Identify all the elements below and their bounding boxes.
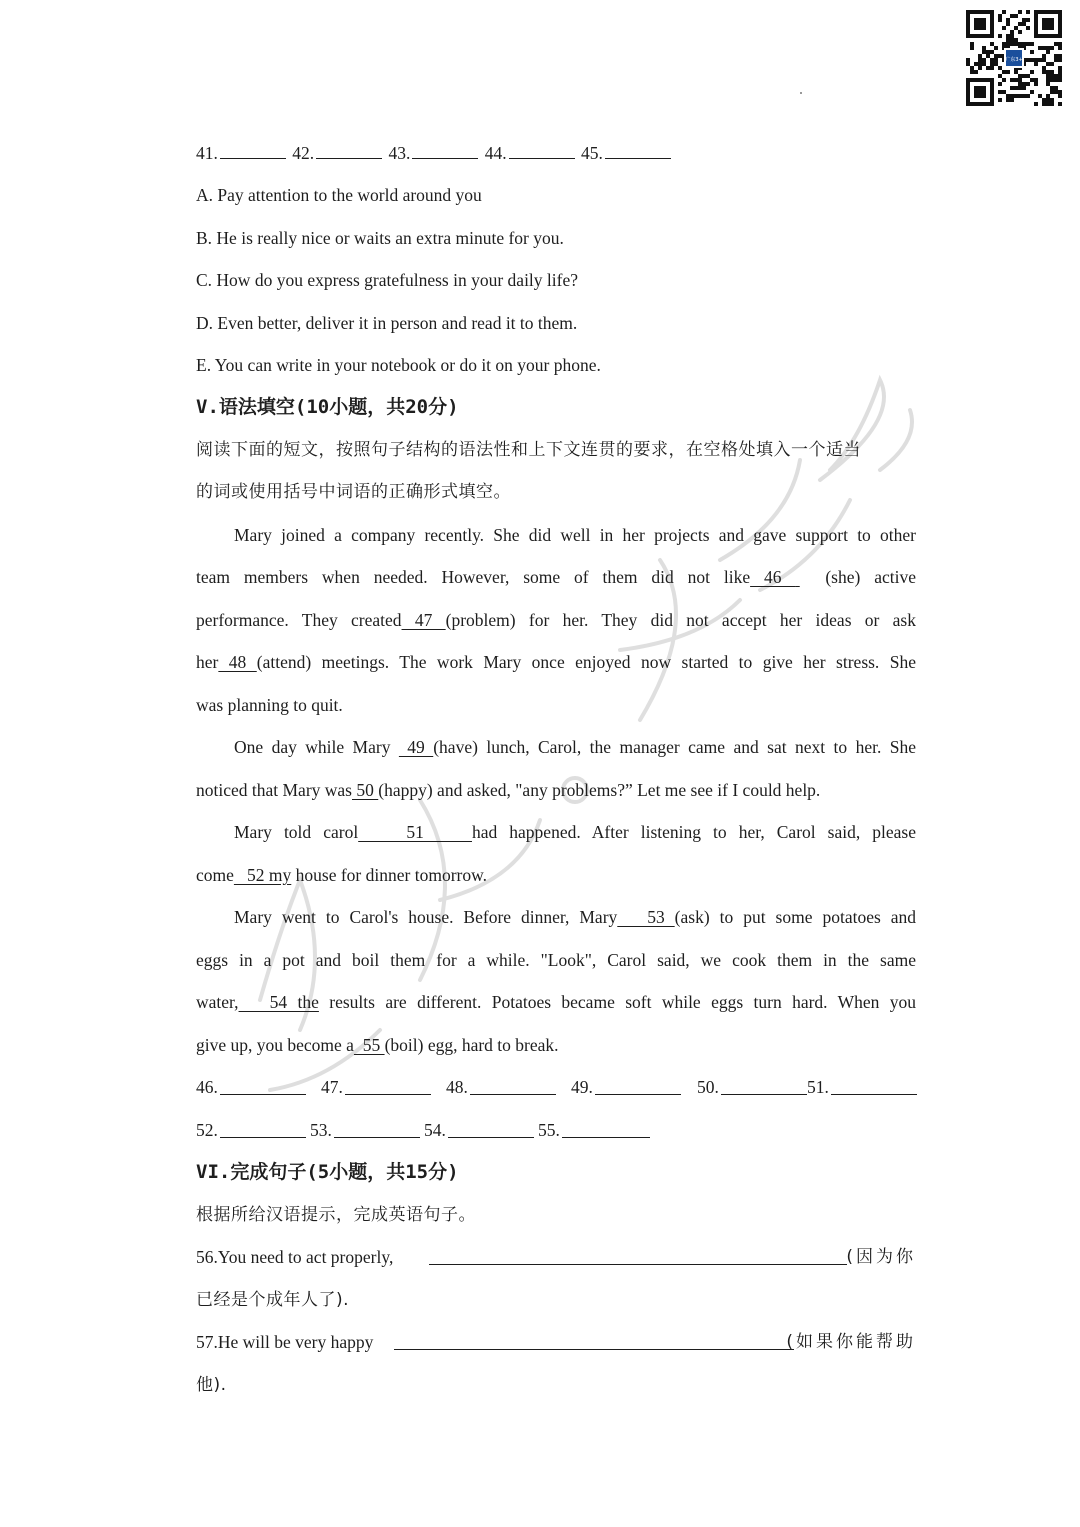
answer-blank-54[interactable] (448, 1120, 534, 1138)
option-e: E. You can write in your notebook or do it on your phone. (196, 355, 601, 375)
section-6-instructions: 根据所给汉语提示，完成英语句子。 (196, 1205, 476, 1225)
blank-51[interactable]: 51 (358, 822, 472, 842)
question-56 (196, 1245, 916, 1269)
blank-52[interactable]: 52 my (233, 865, 292, 885)
answer-label-48: 48. (446, 1077, 468, 1097)
section-6-heading: VI.完成句子(5小题，共15分) (196, 1161, 459, 1183)
passage-line-8 (196, 820, 916, 844)
blank-55[interactable]: 55 (353, 1035, 385, 1055)
passage-text: (she) active (825, 567, 916, 587)
blank-53[interactable]: 53 (617, 907, 675, 927)
blank-46[interactable]: 46 (750, 567, 796, 587)
passage-text: Mary went to Carol's house. Before dinner, Mary (234, 907, 618, 927)
answer-label-54: 54. (424, 1120, 446, 1140)
question-56-hint-cont: 已经是个成年人了). (196, 1290, 350, 1310)
answer-label-46: 46. (196, 1077, 218, 1097)
question-57-hint: (如果你能帮助 (786, 1332, 916, 1352)
section-5-instructions-1: 阅读下面的短文，按照句子结构的语法性和上下文连贯的要求，在空格处填入一个适当 (196, 440, 861, 460)
answer-label-50: 50. (697, 1077, 719, 1097)
answer-blank-48[interactable] (470, 1077, 556, 1095)
answer-label-41: 41. (196, 143, 218, 163)
passage-text: (happy) and asked, "any problems?” Let me see if I could help. (378, 780, 821, 800)
passage-text: results are different. Potatoes became soft while eggs turn hard. When you (318, 992, 916, 1012)
passage-text: house for dinner tomorrow. (291, 865, 487, 885)
answer-label-44: 44. (484, 143, 507, 163)
blank-46-tail (795, 565, 825, 589)
passage-line-10 (196, 905, 916, 929)
passage-text: performance. They created (196, 610, 402, 630)
passage-text: Mary told carol (234, 822, 359, 842)
passage-text: team members when needed. However, some of them did not like (196, 567, 751, 587)
option-d: D. Even better, deliver it in person and read it to them. (196, 313, 578, 333)
passage-text: (attend) meetings. The work Mary once enjoyed now started to give her stress. She (256, 652, 916, 672)
passage-text: (have) lunch, Carol, the manager came and sat next to her. She (433, 737, 917, 757)
passage-line-3 (196, 608, 916, 632)
answer-label-45: 45. (581, 143, 603, 163)
passage-text: noticed that Mary was (196, 780, 352, 800)
passage-line-11: eggs in a pot and boil them for a while. "Look", Carol said, we cook them in the same (196, 950, 916, 970)
question-57 (196, 1330, 916, 1354)
passage-text: water, (196, 992, 239, 1012)
answer-blank-41[interactable] (220, 141, 286, 159)
option-b: B. He is really nice or waits an extra minute for you. (196, 228, 564, 248)
passage-text: her (196, 652, 219, 672)
passage-line-12 (196, 990, 916, 1014)
passage-line-9 (196, 863, 916, 887)
blank-54[interactable]: 54 the (238, 992, 319, 1012)
answer-label-49: 49. (571, 1077, 593, 1097)
answer-blank-55[interactable] (562, 1120, 650, 1138)
passage-line-13 (196, 1033, 916, 1057)
answer-blank-49[interactable] (595, 1077, 681, 1095)
answer-row-41-45 (196, 141, 916, 165)
answer-blank-52[interactable] (220, 1120, 306, 1138)
option-a: A. Pay attention to the world around you (196, 185, 482, 205)
passage-line-6 (196, 735, 916, 759)
answer-blank-47[interactable] (345, 1077, 431, 1095)
page-mark-dot (800, 92, 802, 94)
answer-blank-53[interactable] (334, 1120, 420, 1138)
question-56-blank[interactable] (429, 1247, 847, 1265)
passage-line-5: was planning to quit. (196, 695, 343, 715)
blank-48[interactable]: 48 (218, 652, 257, 672)
question-57-hint-cont: 他). (196, 1375, 227, 1395)
question-56-text: 56.You need to act properly, (196, 1247, 394, 1267)
answer-label-42: 42. (292, 143, 315, 163)
passage-line-7 (196, 778, 916, 802)
answer-blank-42[interactable] (316, 141, 382, 159)
option-c: C. How do you express gratefulness in your daily life? (196, 270, 579, 290)
answer-blank-43[interactable] (412, 141, 478, 159)
passage-text: come (196, 865, 234, 885)
answer-label-53: 53. (310, 1120, 332, 1140)
qr-center-label: 广东3+ (1005, 57, 1023, 63)
answer-blank-51[interactable] (831, 1077, 917, 1095)
answer-blank-44[interactable] (509, 141, 575, 159)
passage-text: (boil) egg, hard to break. (384, 1035, 559, 1055)
passage-line-4 (196, 650, 916, 674)
answer-blank-45[interactable] (605, 141, 671, 159)
passage-text: had happened. After listening to her, Carol said, please (471, 822, 917, 842)
question-57-blank[interactable] (394, 1332, 794, 1350)
question-56-hint: (因为你 (846, 1247, 916, 1267)
answer-label-51: 51. (807, 1077, 829, 1097)
passage-line-2 (196, 565, 916, 589)
question-57-text: 57.He will be very happy (196, 1332, 374, 1352)
section-5-heading: V.语法填空(10小题，共20分) (196, 396, 459, 418)
answer-label-52: 52. (196, 1120, 218, 1140)
answer-label-55: 55. (538, 1120, 560, 1140)
answer-blank-50[interactable] (721, 1077, 807, 1095)
passage-line-1: Mary joined a company recently. She did well in her projects and gave support to other (234, 525, 916, 545)
passage-text: give up, you become a (196, 1035, 354, 1055)
blank-49[interactable]: 49 (398, 737, 434, 757)
answer-label-47: 47. (321, 1077, 343, 1097)
answer-blank-46[interactable] (220, 1077, 306, 1095)
passage-text: (problem) for her. They did not accept her ideas or ask (445, 610, 916, 630)
blank-50[interactable]: 50 (352, 780, 379, 800)
blank-47[interactable]: 47 (401, 610, 446, 630)
passage-text: (ask) to put some potatoes and (674, 907, 917, 927)
answer-label-43: 43. (388, 143, 411, 163)
passage-text: One day while Mary (234, 737, 391, 757)
section-5-instructions-2: 的词或使用括号中词语的正确形式填空。 (196, 482, 511, 502)
qr-code-icon (966, 10, 1062, 106)
